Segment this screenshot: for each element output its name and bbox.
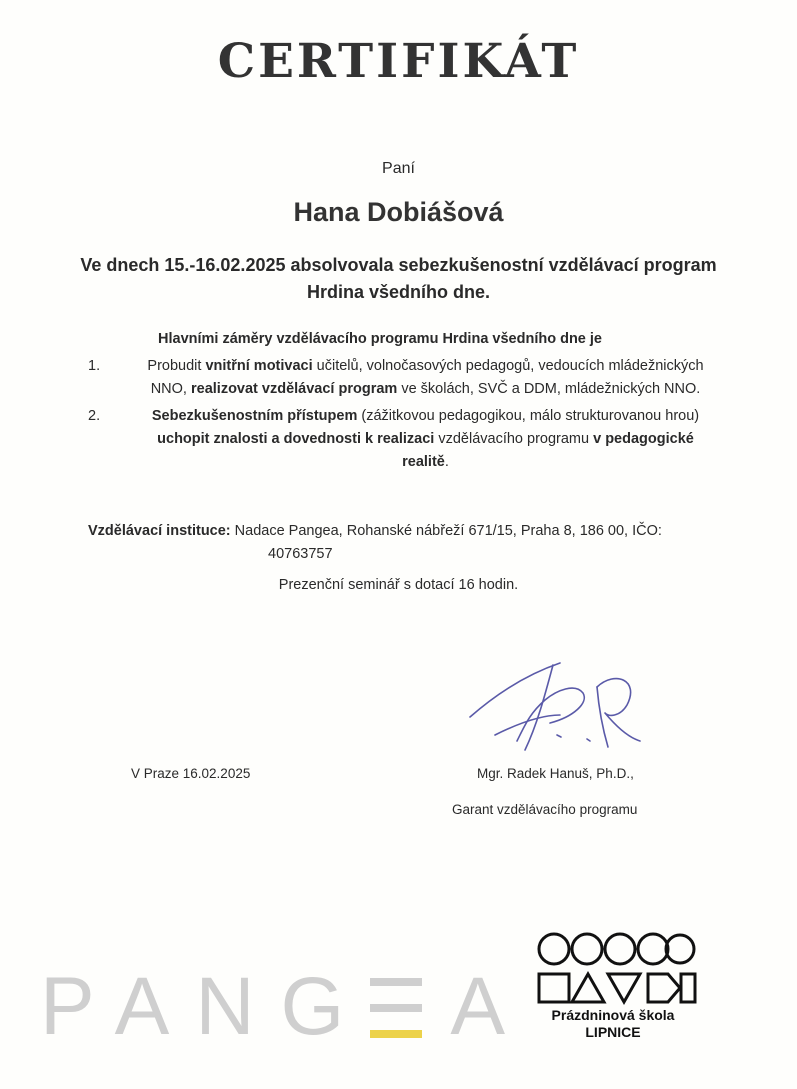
guarantor-name: Mgr. Radek Hanuš, Ph.D.,	[477, 766, 634, 781]
aim-text	[113, 405, 738, 474]
seminar-note: Prezenční seminář s dotací 16 hodin.	[278, 577, 519, 593]
text-run: učitelů, volnočasových pedagogů, vedoucích mládežnických	[312, 358, 704, 374]
aim-line	[113, 355, 738, 378]
text-run: NNO,	[150, 381, 191, 397]
text-run: Probudit	[147, 358, 206, 374]
text-run-bold: uchopit znalosti a dovednosti k realizaci	[157, 431, 435, 447]
aim-line	[113, 405, 738, 428]
pangea-logo	[40, 960, 531, 1054]
certificate-title: CERTIFIKÁT	[217, 34, 580, 89]
logo-letter: P	[40, 961, 115, 1052]
aim-item-1	[88, 355, 748, 405]
text-run: ve školách, SVČ a DDM, mládežnických NNO.	[397, 381, 701, 397]
aim-line	[113, 378, 738, 401]
text-run-bold: vnitřní motivaci	[205, 358, 313, 374]
logo-letter: N	[195, 961, 281, 1052]
institution-block	[88, 520, 728, 566]
text-run-bold: realitě	[402, 454, 445, 470]
logo-letter: G	[280, 961, 371, 1052]
text-run-bold: realizovat vzdělávací program	[190, 381, 398, 397]
logo-letter-e-bars	[370, 974, 424, 1034]
text-run: vzdělávacího programu	[434, 431, 594, 447]
lipnice-logo-shapes	[528, 930, 698, 1006]
completion-line-1: Ve dnech 15.-16.02.2025 absolvovala sebezkušenostní vzdělávací program	[80, 255, 717, 275]
school-name: Prázdninová škola	[551, 1007, 675, 1023]
recipient-name: Hana Dobiášová	[293, 197, 504, 227]
signature-image	[465, 655, 655, 765]
institution-label: Vzdělávací instituce:	[88, 523, 231, 539]
institution-ico: 40763757	[268, 546, 333, 562]
text-run: .	[444, 454, 449, 470]
text-run-bold: Sebezkušenostním přístupem	[151, 408, 358, 424]
logo-letter: A	[114, 961, 196, 1052]
salutation: Paní	[382, 160, 415, 177]
aim-text	[113, 355, 738, 401]
place-and-date: V Praze 16.02.2025	[131, 766, 251, 781]
school-place: LIPNICE	[585, 1024, 641, 1040]
aim-number: 2.	[88, 408, 101, 424]
guarantor-role: Garant vzdělávacího programu	[452, 802, 638, 817]
institution-value: Nadace Pangea, Rohanské nábřeží 671/15, Praha 8, 186 00, IČO:	[230, 523, 662, 539]
completion-line-2: Hrdina všedního dne.	[306, 282, 491, 302]
logo-letter: A	[450, 961, 532, 1052]
lipnice-logo-text	[528, 1007, 698, 1041]
aim-number: 1.	[88, 358, 101, 374]
text-run: (zážitkovou pedagogikou, málo strukturovanou hrou)	[357, 408, 700, 424]
aim-line	[113, 451, 738, 474]
text-run-bold: v pedagogické	[593, 431, 694, 447]
aim-item-2	[88, 405, 748, 480]
completion-statement	[0, 252, 797, 306]
aims-heading: Hlavními záměry vzdělávacího programu Hrdina všedního dne je	[158, 331, 602, 347]
aim-line	[113, 428, 738, 451]
